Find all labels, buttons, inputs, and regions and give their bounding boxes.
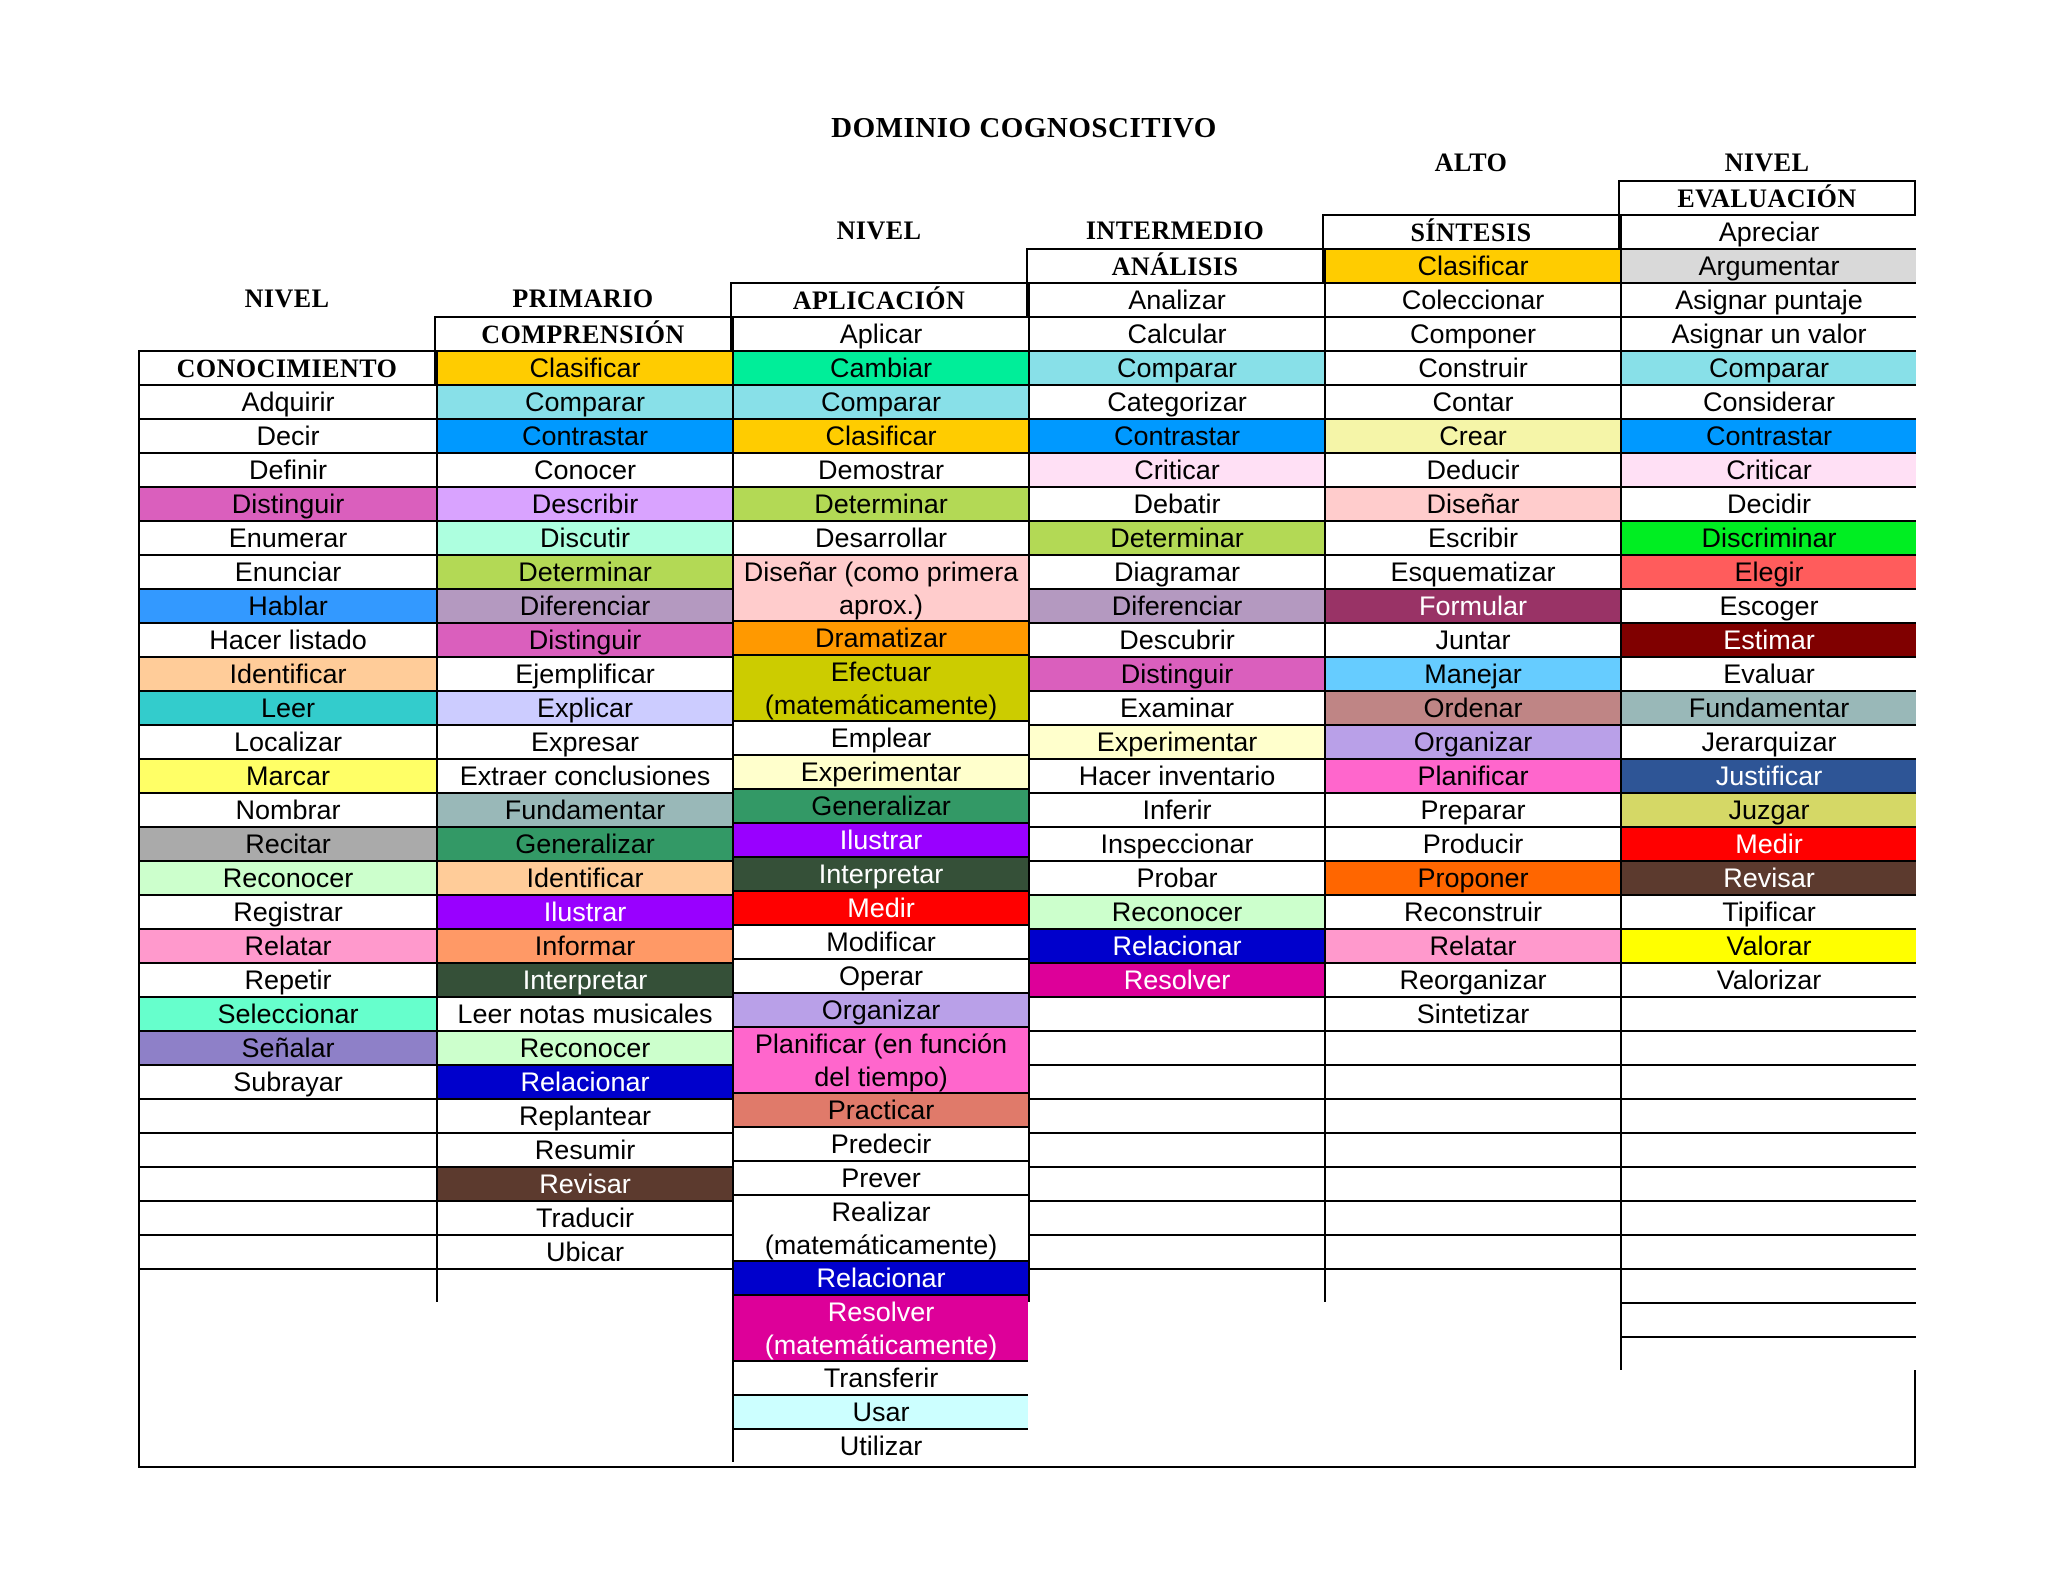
verb-cell: Distinguir	[1028, 656, 1324, 690]
verb-cell: Resolver	[1028, 962, 1324, 996]
verb-cell	[1028, 1132, 1324, 1166]
header-c1-line2: CONOCIMIENTO	[138, 350, 436, 384]
verb-cell: Probar	[1028, 860, 1324, 894]
verb-cell	[1028, 1234, 1324, 1268]
verb-cell: Valorar	[1620, 928, 1916, 962]
verb-cell: Operar	[732, 958, 1028, 992]
verb-cell: Replantear	[436, 1098, 732, 1132]
verb-cell: Leer notas musicales	[436, 996, 732, 1030]
verb-cell: Leer	[140, 690, 436, 724]
header-c4-line1: INTERMEDIO	[1085, 216, 1265, 245]
verb-cell: Resumir	[436, 1132, 732, 1166]
verb-cell: Justificar	[1620, 758, 1916, 792]
column-2	[436, 350, 732, 1468]
verb-cell: Diseñar	[1324, 486, 1620, 520]
verb-cell: Inferir	[1028, 792, 1324, 826]
verb-cell	[1324, 1098, 1620, 1132]
verb-cell: Deducir	[1324, 452, 1620, 486]
verb-cell: Identificar	[140, 656, 436, 690]
verb-cell: Manejar	[1324, 656, 1620, 690]
verb-cell: Contrastar	[1028, 418, 1324, 452]
verb-cell: Distinguir	[140, 486, 436, 520]
verb-cell	[436, 1268, 732, 1302]
header-c2-line2: COMPRENSIÓN	[434, 316, 732, 350]
verb-cell: Proponer	[1324, 860, 1620, 894]
verb-cell: Elegir	[1620, 554, 1916, 588]
verb-cell	[1324, 1200, 1620, 1234]
verb-cell: Modificar	[732, 924, 1028, 958]
verb-cell: Escoger	[1620, 588, 1916, 622]
verb-cell: Juzgar	[1620, 792, 1916, 826]
verb-cell: Valorizar	[1620, 962, 1916, 996]
verb-cell: Fundamentar	[1620, 690, 1916, 724]
verb-cell	[1620, 1336, 1916, 1370]
verb-cell: Registrar	[140, 894, 436, 928]
verb-cell	[1620, 1166, 1916, 1200]
verb-cell	[140, 1200, 436, 1234]
verb-cell: Enumerar	[140, 520, 436, 554]
verb-cell: Diferenciar	[436, 588, 732, 622]
verb-cell	[1028, 996, 1324, 1030]
verb-cell: Jerarquizar	[1620, 724, 1916, 758]
verb-cell: Organizar	[1324, 724, 1620, 758]
verb-cell	[140, 1234, 436, 1268]
verb-cell: Asignar puntaje	[1620, 282, 1916, 316]
verb-cell: Clasificar	[436, 350, 732, 384]
verb-cell	[140, 1166, 436, 1200]
verb-cell	[140, 1098, 436, 1132]
verb-cell: Reconocer	[436, 1030, 732, 1064]
verb-cell: Aplicar	[732, 316, 1028, 350]
verb-cell	[1620, 1064, 1916, 1098]
verb-cell: Producir	[1324, 826, 1620, 860]
verb-cell: Generalizar	[732, 788, 1028, 822]
verb-cell: Usar	[732, 1394, 1028, 1428]
verb-cell: Reorganizar	[1324, 962, 1620, 996]
verb-cell: Planificar (en función del tiempo)	[732, 1026, 1028, 1092]
verb-cell	[1620, 1268, 1916, 1302]
verb-cell: Distinguir	[436, 622, 732, 656]
verb-cell	[1324, 1132, 1620, 1166]
header-c6-line1: NIVEL	[1724, 148, 1810, 177]
verb-cell: Revisar	[436, 1166, 732, 1200]
verb-cell: Efectuar (matemáticamente)	[732, 654, 1028, 720]
verb-cell: Determinar	[1028, 520, 1324, 554]
verb-cell: Cambiar	[732, 350, 1028, 384]
verb-cell: Sintetizar	[1324, 996, 1620, 1030]
verb-cell	[1028, 1098, 1324, 1132]
verb-cell: Contrastar	[1620, 418, 1916, 452]
verb-cell: Relacionar	[732, 1260, 1028, 1294]
verb-cell: Transferir	[732, 1360, 1028, 1394]
verb-cell: Comparar	[436, 384, 732, 418]
header-c5-line2: SÍNTESIS	[1322, 214, 1620, 248]
verb-cell: Reconocer	[1028, 894, 1324, 928]
verb-cell	[1028, 1166, 1324, 1200]
verb-cell: Traducir	[436, 1200, 732, 1234]
verb-cell: Seleccionar	[140, 996, 436, 1030]
verb-cell: Evaluar	[1620, 656, 1916, 690]
verb-cell: Formular	[1324, 588, 1620, 622]
verb-cell	[1620, 1132, 1916, 1166]
verb-cell: Reconocer	[140, 860, 436, 894]
verb-cell	[140, 1268, 436, 1302]
verb-cell: Determinar	[732, 486, 1028, 520]
verb-cell: Decidir	[1620, 486, 1916, 520]
verb-cell: Planificar	[1324, 758, 1620, 792]
verb-cell: Discutir	[436, 520, 732, 554]
verb-cell: Hacer inventario	[1028, 758, 1324, 792]
header-c2-line1: PRIMARIO	[512, 284, 654, 313]
verb-cell	[1620, 996, 1916, 1030]
column-3	[732, 319, 1028, 1468]
verb-cell: Relatar	[140, 928, 436, 962]
verb-cell: Identificar	[436, 860, 732, 894]
verb-cell: Organizar	[732, 992, 1028, 1026]
verb-cell: Repetir	[140, 962, 436, 996]
verb-cell: Examinar	[1028, 690, 1324, 724]
header-c6-line2: EVALUACIÓN	[1618, 180, 1916, 214]
verb-cell: Expresar	[436, 724, 732, 758]
verb-cell: Contar	[1324, 384, 1620, 418]
verb-cell: Criticar	[1620, 452, 1916, 486]
verb-cell	[1028, 1030, 1324, 1064]
verb-cell: Predecir	[732, 1126, 1028, 1160]
column-5	[1324, 251, 1620, 1468]
verb-cell: Coleccionar	[1324, 282, 1620, 316]
verb-cell: Fundamentar	[436, 792, 732, 826]
verb-cell: Relacionar	[436, 1064, 732, 1098]
verb-cell: Ordenar	[1324, 690, 1620, 724]
header-c3-line1: NIVEL	[836, 216, 922, 245]
verb-cell	[1324, 1064, 1620, 1098]
verb-cell: Dramatizar	[732, 620, 1028, 654]
verb-cell: Nombrar	[140, 792, 436, 826]
page-title: DOMINIO COGNOSCITIVO	[831, 112, 1217, 144]
verb-cell: Argumentar	[1620, 248, 1916, 282]
verb-cell: Criticar	[1028, 452, 1324, 486]
verb-cell: Comparar	[732, 384, 1028, 418]
verb-cell: Asignar un valor	[1620, 316, 1916, 350]
verb-cell	[140, 1132, 436, 1166]
verb-cell: Comparar	[1620, 350, 1916, 384]
verb-cell: Estimar	[1620, 622, 1916, 656]
verb-cell: Debatir	[1028, 486, 1324, 520]
verb-cell: Medir	[732, 890, 1028, 924]
verb-cell: Definir	[140, 452, 436, 486]
verb-cell: Revisar	[1620, 860, 1916, 894]
verb-cell: Utilizar	[732, 1428, 1028, 1462]
verb-cell: Extraer conclusiones	[436, 758, 732, 792]
verb-cell: Informar	[436, 928, 732, 962]
verb-cell: Tipificar	[1620, 894, 1916, 928]
verb-cell: Diferenciar	[1028, 588, 1324, 622]
verb-cell: Considerar	[1620, 384, 1916, 418]
verb-cell: Relacionar	[1028, 928, 1324, 962]
verb-cell: Diagramar	[1028, 554, 1324, 588]
verb-cell: Determinar	[436, 554, 732, 588]
verb-cell: Esquematizar	[1324, 554, 1620, 588]
verb-cell: Categorizar	[1028, 384, 1324, 418]
header-c4-line2: ANÁLISIS	[1026, 248, 1324, 282]
verb-cell: Realizar (matemáticamente)	[732, 1194, 1028, 1260]
verb-cell: Hablar	[140, 588, 436, 622]
verb-cell: Experimentar	[1028, 724, 1324, 758]
verb-cell: Calcular	[1028, 316, 1324, 350]
verb-cell: Demostrar	[732, 452, 1028, 486]
verb-cell: Recitar	[140, 826, 436, 860]
verb-cell	[1324, 1030, 1620, 1064]
verb-cell: Componer	[1324, 316, 1620, 350]
verb-cell: Crear	[1324, 418, 1620, 452]
verb-cell: Emplear	[732, 720, 1028, 754]
verb-cell: Relatar	[1324, 928, 1620, 962]
column-1	[140, 350, 436, 1468]
verb-cell: Clasificar	[732, 418, 1028, 452]
verb-cell: Ilustrar	[436, 894, 732, 928]
verb-cell: Experimentar	[732, 754, 1028, 788]
verb-cell: Discriminar	[1620, 520, 1916, 554]
header-c1-line1: NIVEL	[244, 284, 330, 313]
verb-cell: Inspeccionar	[1028, 826, 1324, 860]
verb-cell: Analizar	[1028, 282, 1324, 316]
verb-cell: Adquirir	[140, 384, 436, 418]
verb-cell: Interpretar	[732, 856, 1028, 890]
verb-cell: Prever	[732, 1160, 1028, 1194]
column-6	[1620, 217, 1916, 1468]
verb-cell: Descubrir	[1028, 622, 1324, 656]
verb-cell: Resolver (matemáticamente)	[732, 1294, 1028, 1360]
verb-cell: Construir	[1324, 350, 1620, 384]
verb-cell: Ubicar	[436, 1234, 732, 1268]
verb-cell: Practicar	[732, 1092, 1028, 1126]
verb-cell: Ilustrar	[732, 822, 1028, 856]
verb-cell: Desarrollar	[732, 520, 1028, 554]
verb-cell: Apreciar	[1620, 214, 1916, 248]
verb-cell: Juntar	[1324, 622, 1620, 656]
verb-cell: Comparar	[1028, 350, 1324, 384]
verb-cell	[1620, 1200, 1916, 1234]
verb-cell: Marcar	[140, 758, 436, 792]
verb-cell: Decir	[140, 418, 436, 452]
verb-cell: Hacer listado	[140, 622, 436, 656]
verb-cell: Subrayar	[140, 1064, 436, 1098]
verb-cell	[1620, 1302, 1916, 1336]
verb-cell: Explicar	[436, 690, 732, 724]
verb-cell	[1620, 1234, 1916, 1268]
column-4	[1028, 285, 1324, 1468]
verb-cell: Conocer	[436, 452, 732, 486]
verb-cell	[1028, 1064, 1324, 1098]
verb-cell	[1324, 1268, 1620, 1302]
verb-cell	[1324, 1166, 1620, 1200]
verb-cell: Contrastar	[436, 418, 732, 452]
verb-cell	[1028, 1200, 1324, 1234]
verb-cell: Preparar	[1324, 792, 1620, 826]
verb-cell: Localizar	[140, 724, 436, 758]
verb-cell	[1028, 1268, 1324, 1302]
verb-cell: Reconstruir	[1324, 894, 1620, 928]
verb-cell	[1620, 1030, 1916, 1064]
verb-cell: Diseñar (como primera aprox.)	[732, 554, 1028, 620]
verb-cell: Escribir	[1324, 520, 1620, 554]
verb-cell: Enunciar	[140, 554, 436, 588]
verb-cell	[1620, 1098, 1916, 1132]
header-c5-line1: ALTO	[1434, 148, 1508, 177]
verb-cell: Interpretar	[436, 962, 732, 996]
verb-cell: Clasificar	[1324, 248, 1620, 282]
verb-cell: Ejemplificar	[436, 656, 732, 690]
verb-cell: Medir	[1620, 826, 1916, 860]
verb-cell	[1324, 1234, 1620, 1268]
verb-cell: Señalar	[140, 1030, 436, 1064]
verb-cell: Generalizar	[436, 826, 732, 860]
header-c3-line2: APLICACIÓN	[730, 282, 1028, 316]
verb-cell: Describir	[436, 486, 732, 520]
